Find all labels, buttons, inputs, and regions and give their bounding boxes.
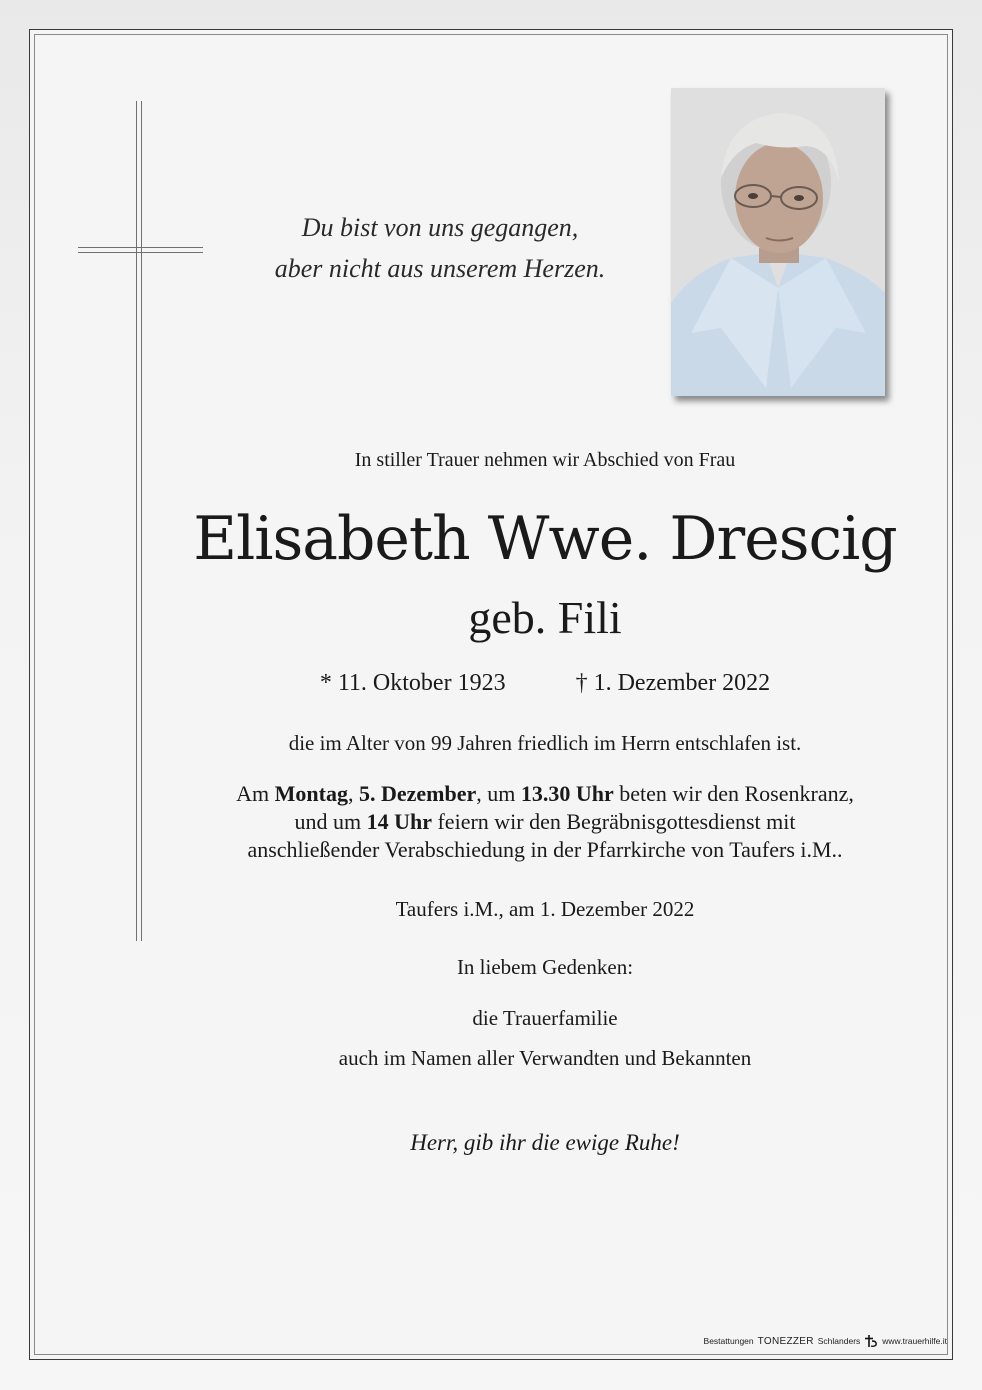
service-line-2 (160, 808, 930, 836)
quote-line-1: Du bist von uns gegangen, (301, 213, 579, 242)
death-date: † 1. Dezember 2022 (575, 670, 771, 696)
footer-town: Schlanders (817, 1336, 861, 1346)
service-details (160, 780, 930, 864)
service-line-3: anschließender Verabschiedung in der Pfarrkirche von Taufers i.M.. (247, 837, 843, 862)
age-line: die im Alter von 99 Jahren friedlich im Herrn entschlafen ist. (288, 731, 802, 755)
text-segment: , (347, 781, 359, 806)
maiden-name: geb. Fili (468, 592, 622, 643)
cross-horizontal-line (78, 252, 203, 253)
text-segment: und um (294, 809, 367, 834)
footer-prefix: Bestattungen (703, 1336, 754, 1346)
text-segment: , um (476, 781, 521, 806)
quote-line-2: aber nicht aus unserem Herzen. (274, 254, 606, 283)
cross-vertical-line (141, 101, 142, 941)
service-day: Montag (274, 781, 348, 806)
life-dates (160, 670, 930, 697)
memory-heading: In liebem Gedenken: (456, 955, 634, 979)
portrait-image (671, 88, 885, 396)
mass-time: 14 Uhr (366, 809, 432, 834)
birth-date: * 11. Oktober 1923 (319, 670, 506, 696)
cross-horizontal-line (78, 247, 203, 248)
text-segment: Am (236, 781, 275, 806)
closing-prayer: Herr, gib ihr die ewige Ruhe! (410, 1130, 680, 1155)
trauerhilfe-logo-icon (864, 1334, 878, 1348)
deceased-name: Elisabeth Wwe. Drescig (193, 504, 897, 574)
text-segment: beten wir den Rosenkranz, (613, 781, 854, 806)
footer-website[interactable]: www.trauerhilfe.it (882, 1336, 947, 1346)
footer-credit (704, 1334, 947, 1348)
memorial-quote (230, 207, 650, 289)
place-date: Taufers i.M., am 1. Dezember 2022 (395, 897, 695, 921)
family-signature: die Trauerfamilie (472, 1006, 618, 1030)
footer-brand: TONEZZER (757, 1335, 814, 1347)
service-line-1 (160, 780, 930, 808)
service-date: 5. Dezember (358, 781, 477, 806)
cross-vertical-line (136, 101, 137, 941)
text-segment: feiern wir den Begräbnisgottesdienst mit (431, 809, 796, 834)
relatives-line: auch im Namen aller Verwandten und Bekannten (338, 1046, 752, 1070)
rosary-time: 13.30 Uhr (520, 781, 614, 806)
portrait-photo (671, 88, 885, 396)
intro-text: In stiller Trauer nehmen wir Abschied von Frau (354, 449, 736, 471)
